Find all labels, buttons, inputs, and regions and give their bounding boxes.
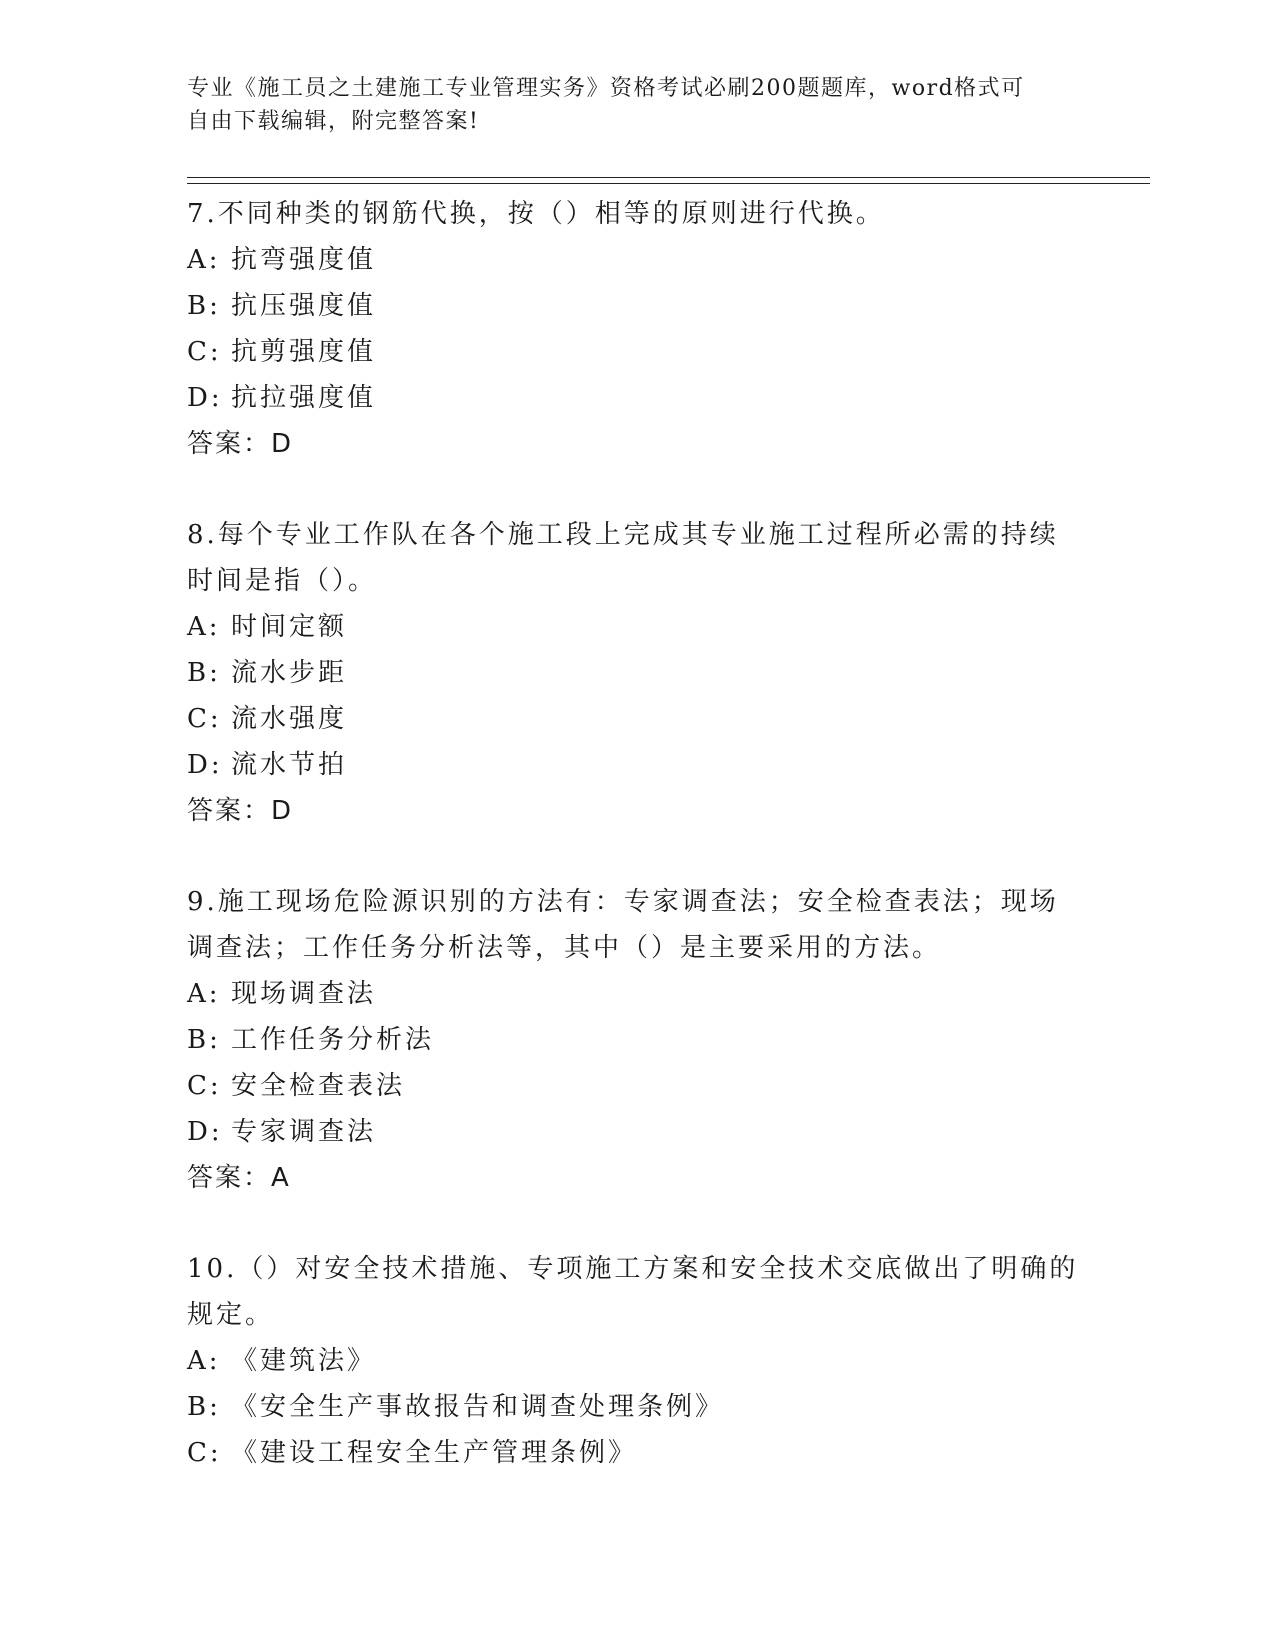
- question-stem: 10.（）对安全技术措施、专项施工方案和安全技术交底做出了明确的规定。: [187, 1254, 1079, 1330]
- header-divider-bottom: [187, 183, 1150, 184]
- option-a: [187, 237, 1087, 283]
- option-key: D:: [187, 1117, 223, 1147]
- option-key: C:: [187, 704, 222, 734]
- option-d: [187, 375, 1087, 421]
- option-a: [187, 971, 1087, 1017]
- question-10: [187, 1246, 1087, 1476]
- option-d: [187, 1109, 1087, 1155]
- option-b: [187, 1384, 1087, 1430]
- option-text: 《建设工程安全生产管理条例》: [231, 1438, 638, 1468]
- option-key: A:: [187, 612, 221, 642]
- option-text: 抗剪强度值: [231, 337, 377, 367]
- header-divider-top: [187, 177, 1150, 178]
- option-key: D:: [187, 383, 223, 413]
- question-7: [187, 191, 1087, 467]
- option-c: [187, 329, 1087, 375]
- option-key: C:: [187, 1071, 222, 1101]
- option-d: [187, 742, 1087, 788]
- option-key: C:: [187, 337, 222, 367]
- option-text: 流水节拍: [231, 750, 348, 780]
- question-8: [187, 512, 1087, 834]
- answer-line: 答案：D: [187, 429, 294, 459]
- answer-line: 答案：D: [187, 796, 294, 826]
- question-stem: 7.不同种类的钢筋代换，按（）相等的原则进行代换。: [187, 199, 885, 229]
- option-b: [187, 650, 1087, 696]
- option-c: [187, 696, 1087, 742]
- option-key: C:: [187, 1438, 222, 1468]
- document-header: [187, 72, 1087, 138]
- option-key: A:: [187, 1346, 221, 1376]
- answer-line: 答案：A: [187, 1163, 291, 1193]
- option-b: [187, 1017, 1087, 1063]
- option-c: [187, 1430, 1087, 1476]
- option-text: 流水步距: [231, 658, 348, 688]
- option-key: B:: [187, 658, 221, 688]
- option-key: B:: [187, 291, 221, 321]
- question-list: [187, 191, 1087, 1521]
- option-key: B:: [187, 1392, 221, 1422]
- option-c: [187, 1063, 1087, 1109]
- option-text: 流水强度: [231, 704, 348, 734]
- option-text: 工作任务分析法: [231, 1025, 435, 1055]
- option-key: B:: [187, 1025, 221, 1055]
- option-key: A:: [187, 245, 221, 275]
- question-stem: 8.每个专业工作队在各个施工段上完成其专业施工过程所必需的持续时间是指（）。: [187, 520, 1059, 596]
- option-a: [187, 604, 1087, 650]
- option-text: 专家调查法: [231, 1117, 377, 1147]
- question-stem: 9.施工现场危险源识别的方法有：专家调查法；安全检查表法；现场调查法；工作任务分析法等，其中（）是主要采用的方法。: [187, 887, 1059, 963]
- option-text: 《建筑法》: [231, 1346, 377, 1376]
- option-text: 现场调查法: [231, 979, 377, 1009]
- option-text: 抗压强度值: [231, 291, 377, 321]
- option-a: [187, 1338, 1087, 1384]
- option-b: [187, 283, 1087, 329]
- header-title-line-2: 自由下载编辑，附完整答案!: [187, 109, 480, 134]
- option-key: A:: [187, 979, 221, 1009]
- header-title-line-1: 专业《施工员之土建施工专业管理实务》资格考试必刷200题题库，word格式可: [187, 76, 1025, 101]
- option-text: 抗弯强度值: [231, 245, 377, 275]
- option-text: 时间定额: [231, 612, 348, 642]
- option-text: 抗拉强度值: [231, 383, 377, 413]
- option-text: 安全检查表法: [231, 1071, 406, 1101]
- option-key: D:: [187, 750, 223, 780]
- question-9: [187, 879, 1087, 1201]
- option-text: 《安全生产事故报告和调查处理条例》: [231, 1392, 725, 1422]
